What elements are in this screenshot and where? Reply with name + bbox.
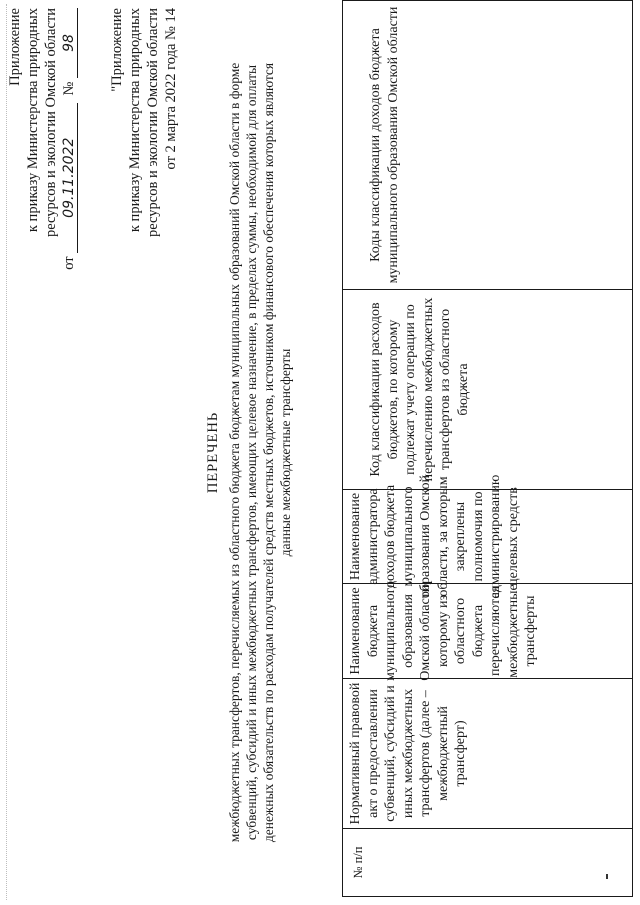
appendix-line: к приказу Министерства природных (127, 8, 143, 233)
table-header (342, 0, 633, 897)
appendix-title: "Приложение (109, 8, 125, 92)
handwritten-number: 98 (61, 8, 78, 78)
header-administrator: Наименование администратора доходов бюджета муниципального образования Омской области, за которым закреплены полномочия по администрированию целевых средств (348, 474, 521, 599)
appendix-line: ресурсов и экологии Омской области (145, 8, 161, 237)
appendix-line: от 2 марта 2022 года № 14 (163, 8, 179, 170)
appendix-line: к приказу Министерства природных (25, 8, 41, 233)
previous-appendix-block (108, 8, 180, 368)
appendix-date-line (60, 8, 78, 368)
header-number: № п/п (351, 846, 365, 879)
handwritten-date: 09.11.2022 (61, 103, 78, 253)
header-cell (343, 678, 632, 828)
document-title: ПЕРЕЧЕНЬ (205, 411, 221, 494)
header-cell (343, 828, 632, 896)
document-description: межбюджетных трансфертов, перечисляемых из областного бюджета бюджетам муниципальных образований Омской области в форме субвенций, субсидий и иных межбюджетных трансфертов, имеющих целевое назначение, в пределах суммы, необходимой для оплаты денежных обязательств по расходам получателей средств местных бюджетов, источником финансового обеспечения которых являются данные межбюджетные трансферты (227, 62, 293, 843)
header-income-codes: Коды классификации доходов бюджета муниципального образования Омской области (368, 6, 401, 284)
header-legal-act: Нормативный правовой акт о предоставлении субвенций, субсидий и иных межбюджетных трансфертов (далее – межбюджетный трансферт) (348, 682, 468, 825)
scan-mark (606, 874, 608, 879)
from-label: от (61, 256, 77, 270)
header-budget-name: Наименование бюджета муниципального образования Омской области, которому из областного бюджета перечисляются межбюджетные трансферты (348, 581, 538, 681)
appendix-title: Приложение (7, 8, 23, 86)
appendix-block (6, 8, 78, 368)
header-expense-code: Код классификации расходов бюджетов, по которому подлежат учету операции по перечислению межбюджетных трансфертов из областного бюджета (368, 297, 471, 482)
header-cell (343, 289, 632, 489)
appendix-line: ресурсов и экологии Омской области (43, 8, 59, 237)
header-cell (343, 474, 632, 599)
number-label: № (61, 81, 77, 96)
header-cell (343, 1, 632, 289)
